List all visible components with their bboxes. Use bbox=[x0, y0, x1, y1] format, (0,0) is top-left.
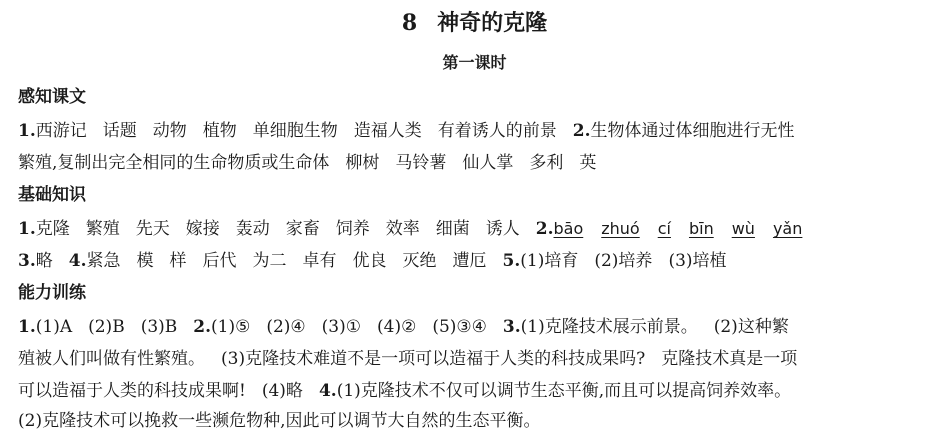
answer-item: 有着诱人的前景 bbox=[437, 121, 557, 141]
answer-item: 卓有 bbox=[302, 251, 337, 271]
answer-item: 细菌 bbox=[435, 219, 470, 239]
answer-item: 样 bbox=[169, 251, 187, 271]
ability-line-1 bbox=[18, 312, 935, 337]
answer-item: (1)A bbox=[35, 317, 73, 337]
basics-line-2 bbox=[18, 246, 935, 271]
answer-item: (2)④ bbox=[266, 317, 306, 337]
perception-line-2 bbox=[18, 148, 935, 173]
pinyin-answer: zhuó bbox=[601, 219, 640, 238]
answer-item: 诱人 bbox=[485, 219, 520, 239]
answer-item: 繁殖 bbox=[85, 219, 120, 239]
answer-item: (3)培植 bbox=[668, 251, 727, 271]
answer-text: (1)克隆技术不仅可以调节生态平衡,而且可以提高饲养效率。 bbox=[336, 381, 792, 401]
basics-line-1 bbox=[18, 214, 935, 239]
answer-item: 紧急 bbox=[86, 251, 121, 271]
answer-text: 克隆技术真是一项 bbox=[661, 349, 798, 369]
question-number: 5. bbox=[502, 251, 521, 271]
answer-item: 先天 bbox=[135, 219, 170, 239]
answer-item: (1)⑤ bbox=[211, 317, 251, 337]
answer-text: 殖被人们叫做有性繁殖。 bbox=[18, 349, 205, 369]
answer-item: (5)③④ bbox=[432, 317, 487, 337]
answer-text: (3)克隆技术难道不是一项可以造福于人类的科技成果吗? bbox=[221, 349, 646, 369]
perception-line-1 bbox=[18, 116, 935, 141]
answer-item: 英 bbox=[579, 153, 597, 173]
pinyin-answer: yǎn bbox=[772, 219, 803, 238]
answer-item: 嫁接 bbox=[185, 219, 220, 239]
answer-item: 为二 bbox=[252, 251, 287, 271]
answer-text: (4)略 bbox=[261, 381, 303, 401]
answer-item: (1)培育 bbox=[520, 251, 579, 271]
answer-item: 优良 bbox=[352, 251, 387, 271]
section-heading-basics: 基础知识 bbox=[18, 185, 86, 205]
answer-item: 马铃薯 bbox=[395, 153, 447, 173]
answer-item: (2)培养 bbox=[594, 251, 653, 271]
pinyin-answer: cí bbox=[657, 219, 671, 238]
question-number: 4. bbox=[318, 381, 337, 401]
answer-item: 后代 bbox=[202, 251, 237, 271]
answer-item: 植物 bbox=[202, 121, 237, 141]
lesson-title-text: 神奇的克隆 bbox=[437, 11, 548, 36]
answer-item: 动物 bbox=[152, 121, 187, 141]
answer-item: 灭绝 bbox=[402, 251, 437, 271]
question-number: 2. bbox=[572, 121, 591, 141]
section-heading-ability: 能力训练 bbox=[18, 283, 86, 303]
answer-item: 饲养 bbox=[335, 219, 370, 239]
lesson-number: 8 bbox=[401, 10, 418, 36]
answer-item: 克隆 bbox=[35, 219, 70, 239]
answer-text: 繁殖,复制出完全相同的生命物质或生命体 bbox=[18, 153, 330, 173]
question-number: 3. bbox=[502, 317, 521, 337]
lesson-subtitle: 第一课时 bbox=[442, 53, 507, 72]
pinyin-answer: bāo bbox=[553, 219, 584, 238]
section-heading-perception: 感知课文 bbox=[18, 87, 86, 107]
answer-item: (2)B bbox=[88, 317, 125, 337]
answer-item: 单细胞生物 bbox=[252, 121, 338, 141]
pinyin-answer: bīn bbox=[688, 219, 714, 238]
answer-item: 家畜 bbox=[285, 219, 320, 239]
answer-text: (2)这种繁 bbox=[713, 317, 789, 337]
answer-item: 多利 bbox=[529, 153, 564, 173]
answer-item: 柳树 bbox=[345, 153, 380, 173]
answer-item: 略 bbox=[35, 251, 53, 271]
question-number: 3. bbox=[18, 251, 36, 271]
ability-line-3 bbox=[18, 376, 935, 401]
answer-item: 模 bbox=[136, 251, 154, 271]
question-number: 2. bbox=[535, 219, 554, 239]
answer-item: (4)② bbox=[377, 317, 417, 337]
answer-item: 效率 bbox=[385, 219, 420, 239]
ability-line-2 bbox=[18, 344, 935, 369]
answer-item: (3)B bbox=[140, 317, 178, 337]
lesson-title bbox=[0, 6, 949, 37]
question-number: 4. bbox=[68, 251, 87, 271]
question-number: 1. bbox=[18, 317, 36, 337]
answer-text: (1)克隆技术展示前景。 bbox=[520, 317, 698, 337]
pinyin-answer: wù bbox=[731, 219, 755, 238]
question-number: 2. bbox=[193, 317, 212, 337]
answer-item: 遭厄 bbox=[452, 251, 487, 271]
answer-text: (2)克隆技术可以挽救一些濒危物种,因此可以调节大自然的生态平衡。 bbox=[18, 411, 541, 431]
ability-line-4 bbox=[18, 406, 935, 431]
question-number: 1. bbox=[18, 219, 36, 239]
answer-item: (3)① bbox=[321, 317, 361, 337]
answer-item: 仙人掌 bbox=[462, 153, 514, 173]
answer-text: 生物体通过体细胞进行无性 bbox=[590, 121, 795, 141]
answer-item: 轰动 bbox=[235, 219, 270, 239]
answer-item: 话题 bbox=[102, 121, 137, 141]
answer-item: 造福人类 bbox=[353, 121, 422, 141]
answer-text: 可以造福于人类的科技成果啊! bbox=[18, 381, 246, 401]
question-number: 1. bbox=[18, 121, 36, 141]
answer-item: 西游记 bbox=[35, 121, 87, 141]
